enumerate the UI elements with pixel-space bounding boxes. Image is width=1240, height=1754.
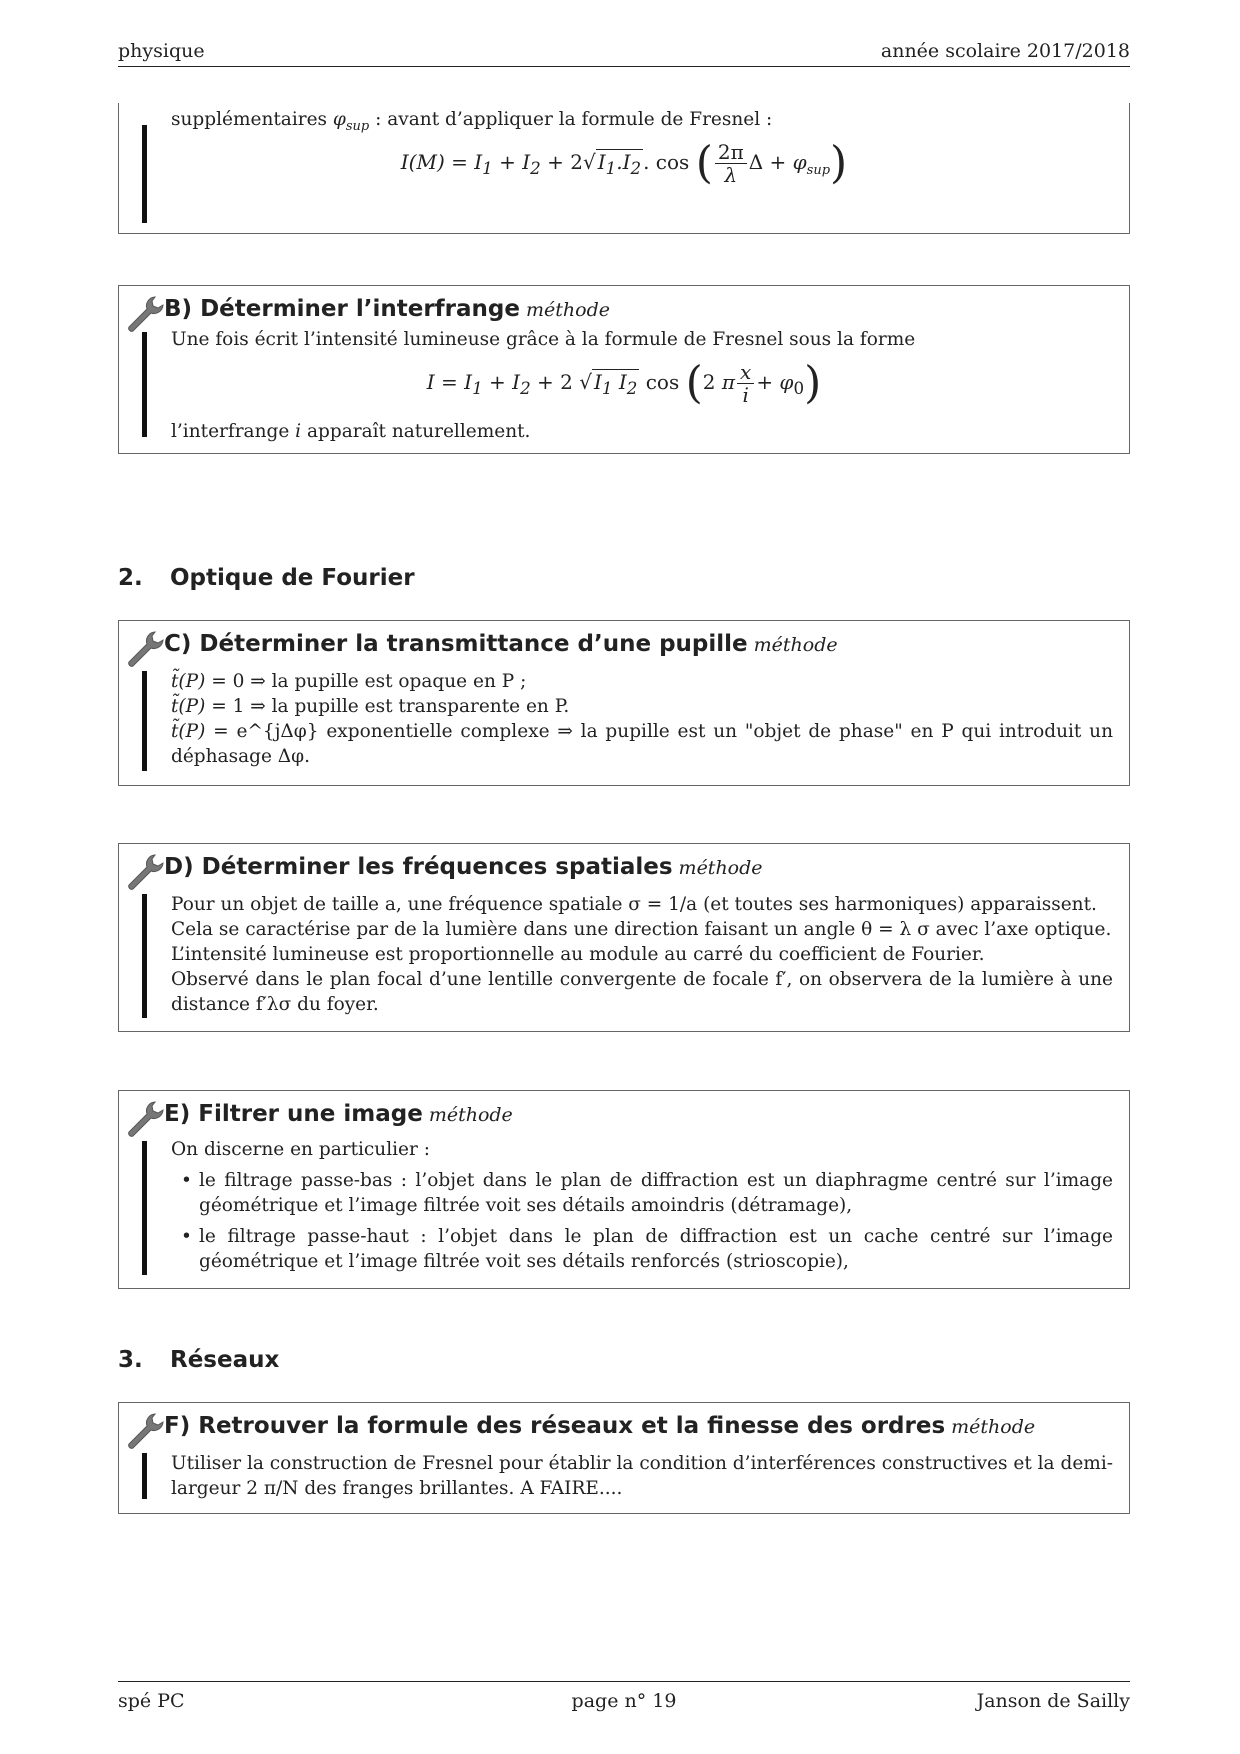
wrench-icon: [125, 294, 165, 334]
box-d-title: D) Déterminer les fréquences spatiales méthode: [164, 854, 763, 880]
box-b-outro: l’interfrange i apparaît naturellement.: [171, 421, 531, 442]
header-year: année scolaire 2017/2018: [880, 40, 1130, 62]
wrench-icon: [125, 1099, 165, 1139]
wrench-icon: [125, 1411, 165, 1451]
box-interfrange: [118, 285, 1130, 454]
header-subject: physique: [118, 40, 205, 62]
box-c-line: t̃(P) = e^{jΔφ} exponentielle complexe ⇒ la pupille est un "objet de phase" en P qui introduit un déphasage Δφ.: [171, 721, 1113, 767]
box-bar: [142, 1453, 147, 1499]
box-d-line: L’intensité lumineuse est proportionnelle au module au carré du coefficient de Fourier.: [171, 944, 985, 965]
box-b-intro: Une fois écrit l’intensité lumineuse grâce à la formule de Fresnel sous la forme: [171, 329, 916, 350]
filter-list: [171, 1168, 1113, 1274]
box-d-line: Observé dans le plan focal d’une lentille convergente de focale f′, on observera de la lumière à une distance f′λσ du foyer.: [171, 969, 1113, 1015]
wrench-icon: [125, 852, 165, 892]
box-c-title: C) Déterminer la transmittance d’une pupille méthode: [164, 631, 838, 657]
box-bar: [142, 894, 147, 1018]
box-c-line: t̃(P) = 1 ⇒ la pupille est transparente en P.: [171, 696, 570, 717]
page-footer: [118, 1681, 1130, 1713]
footer-school: Janson de Sailly: [976, 1690, 1130, 1712]
box-b-title: B) Déterminer l’interfrange méthode: [164, 296, 610, 322]
box-e-body: [171, 1137, 1113, 1280]
box-filter: [118, 1090, 1130, 1289]
footer-class: spé PC: [118, 1690, 185, 1712]
box-e-intro: On discerne en particulier :: [171, 1139, 430, 1160]
box-f-text: Utiliser la construction de Fresnel pour établir la condition d’interférences constructives et la demi-largeur 2 π/N des franges brillantes. A FAIRE....: [171, 1453, 1113, 1499]
box-e-title: E) Filtrer une image méthode: [164, 1101, 513, 1127]
box-c-body: [171, 669, 1113, 769]
box-continuation: [118, 103, 1130, 234]
box-frequencies: [118, 843, 1130, 1032]
interfrange-formula: $I = I_1 + I_2 + 2$ √ $I_1$ $I_2$ cos (2 π $\frac{x}{i}$ + $\varphi_0$): [426, 357, 822, 409]
box-bar: [142, 1141, 147, 1275]
section-heading: 2. Optique de Fourier: [118, 565, 415, 591]
box-d-body: [171, 892, 1113, 1017]
page-number: page n° 19: [571, 1690, 677, 1712]
box-d-line: Cela se caractérise par de la lumière dans une direction faisant un angle θ = λ σ avec l’axe optique.: [171, 919, 1112, 940]
box-d-line: Pour un objet de taille a, une fréquence spatiale σ = 1/a (et toutes ses harmoniques) apparaissent.: [171, 894, 1097, 915]
page-header: [118, 40, 1130, 67]
box-a-text: supplémentaires $\varphi_{sup}$ : avant d’appliquer la formule de Fresnel :: [171, 109, 773, 134]
list-item: • le filtrage passe-haut : l’objet dans le plan de diffraction est un cache centré sur l’image géométrique et l’image filtrée voit ses détails renforcés (strioscopie),: [171, 1224, 1113, 1274]
box-bar: [142, 671, 147, 771]
box-f-title: F) Retrouver la formule des réseaux et la finesse des ordres méthode: [164, 1413, 1036, 1439]
box-c-line: t̃(P) = 0 ⇒ la pupille est opaque en P ;: [171, 671, 527, 692]
box-transmittance: [118, 620, 1130, 786]
list-item: • le filtrage passe-bas : l’objet dans le plan de diffraction est un diaphragme centré sur l’image géométrique et l’image filtrée voit ses détails amoindris (détramage),: [171, 1168, 1113, 1218]
section-heading: 3. Réseaux: [118, 1347, 280, 1373]
box-gratings: [118, 1402, 1130, 1514]
wrench-icon: [125, 629, 165, 669]
fresnel-formula: $I(M) = I_1 + I_2 + 2√$ $I_1.I_2$ . cos ( $\frac{2\pi}{\lambda}$ $\Delta + \varphi_{sup}$): [400, 137, 848, 189]
